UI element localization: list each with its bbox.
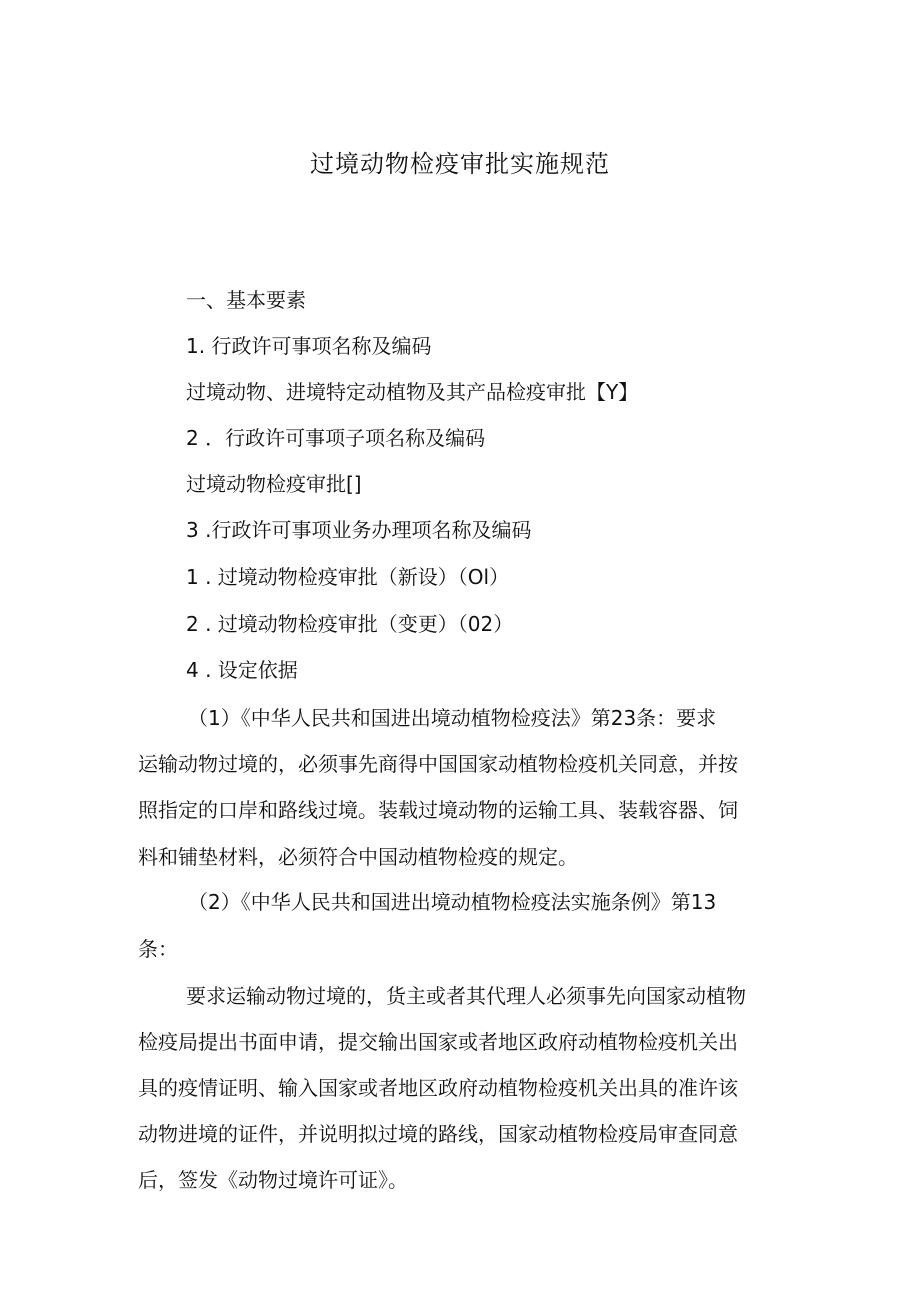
item-2-heading: 2 ．行政许可事项子项名称及编码 — [186, 426, 486, 450]
item-4-heading: 4 . 设定依据 — [186, 658, 298, 682]
item-3-heading: 3 .行政许可事项业务办理项名称及编码 — [186, 518, 532, 542]
item-2-content: 过境动物检疫审批[] — [186, 472, 362, 496]
basis-2-line-1: （2）《中华人民共和国进出境动植物检疫法实施条例》第13 — [188, 890, 717, 914]
item-1-content: 过境动物、进境特定动植物及其产品检疫审批【Y】 — [186, 380, 639, 404]
basis-1-line-3: 照指定的口岸和路线过境。装载过境动物的运输工具、装载容器、饲 — [138, 798, 738, 822]
basis-2-line-2: 条： — [138, 937, 178, 961]
item-3-sub-2: 2 . 过境动物检疫审批（变更）（02） — [186, 612, 514, 636]
basis-2-para-line-3: 具的疫情证明、输入国家或者地区政府动植物检疫机关出具的准许该 — [138, 1076, 738, 1100]
basis-2-para-line-4: 动物进境的证件，并说明拟过境的路线，国家动植物检疫局审查同意 — [138, 1122, 738, 1146]
document-title: 过境动物检疫审批实施规范 — [310, 150, 610, 178]
basis-2-para-line-2: 检疫局提出书面申请，提交输出国家或者地区政府动植物检疫机关出 — [138, 1030, 738, 1054]
item-3-sub-1: 1 . 过境动物检疫审批（新设）（Ol） — [186, 565, 510, 589]
basis-1-line-2: 运输动物过境的，必须事先商得中国国家动植物检疫机关同意，并按 — [138, 752, 738, 776]
item-1-heading: 1. 行政许可事项名称及编码 — [186, 334, 432, 358]
section-heading-basic-elements: 一、基本要素 — [186, 288, 306, 312]
basis-2-para-line-5: 后，签发《动物过境许可证》。 — [138, 1168, 408, 1192]
basis-1-line-4: 料和铺垫材料，必须符合中国动植物检疫的规定。 — [138, 845, 578, 869]
basis-2-para-line-1: 要求运输动物过境的，货主或者其代理人必须事先向国家动植物 — [186, 984, 746, 1008]
basis-1-line-1: （1）《中华人民共和国进出境动植物检疫法》第23条：要求 — [188, 706, 717, 730]
